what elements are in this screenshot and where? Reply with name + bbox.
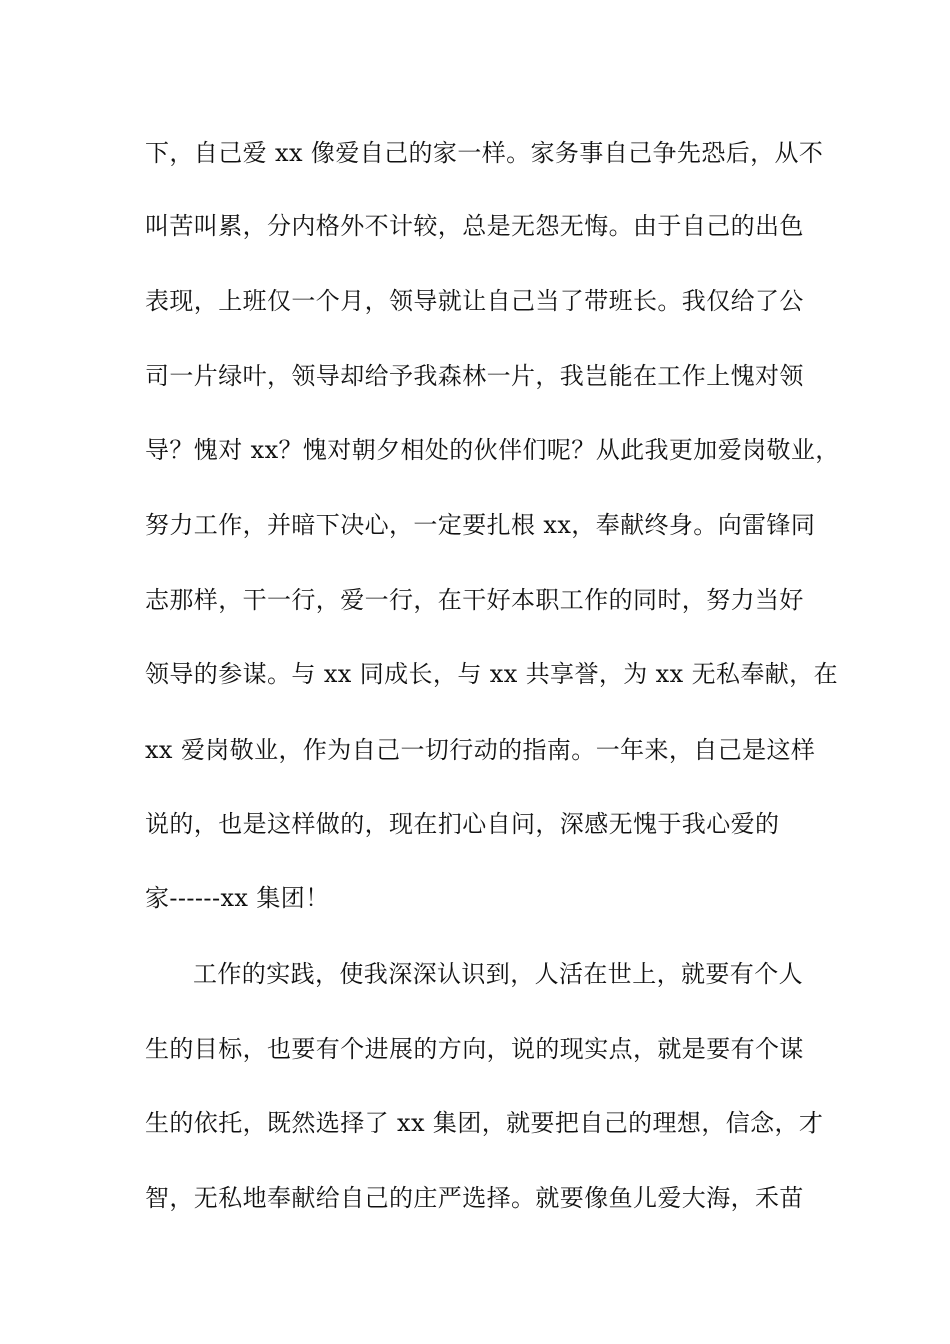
- paragraph-1-line-6: 努力工作，并暗下决心，一定要扎根 xx，奉献终身。向雷锋同: [145, 511, 816, 539]
- paragraph-1-line-11: 家------xx 集团！: [145, 884, 330, 912]
- paragraph-1-line-5: 导？愧对 xx？愧对朝夕相处的伙伴们呢？从此我更加爱岗敬业，: [145, 436, 840, 464]
- paragraph-1-line-9: xx 爱岗敬业，作为自己一切行动的指南。一年来，自己是这样: [145, 736, 816, 764]
- paragraph-1-line-1: 下，自己爱 xx 像爱自己的家一样。家务事自己争先恐后，从不: [145, 139, 824, 167]
- paragraph-1-line-7: 志那样，干一行，爱一行，在干好本职工作的同时，努力当好: [145, 586, 804, 614]
- paragraph-1-line-8: 领导的参谋。与 xx 同成长，与 xx 共享誉，为 xx 无私奉献，在: [145, 660, 838, 688]
- paragraph-1-line-3: 表现，上班仅一个月，领导就让自己当了带班长。我仅给了公: [145, 287, 804, 315]
- paragraph-2-line-4: 智，无私地奉献给自己的庄严选择。就要像鱼儿爱大海，禾苗: [145, 1184, 804, 1212]
- paragraph-2-line-1: 工作的实践，使我深深认识到，人活在世上，就要有个人: [193, 960, 803, 988]
- paragraph-1-line-4: 司一片绿叶，领导却给予我森林一片，我岂能在工作上愧对领: [145, 362, 804, 390]
- paragraph-1-line-10: 说的，也是这样做的，现在扪心自问，深感无愧于我心爱的: [145, 810, 780, 838]
- paragraph-2-line-3: 生的依托，既然选择了 xx 集团，就要把自己的理想，信念，才: [145, 1109, 824, 1137]
- paragraph-2-line-2: 生的目标，也要有个进展的方向，说的现实点，就是要有个谋: [145, 1035, 804, 1063]
- paragraph-1-line-2: 叫苦叫累，分内格外不计较，总是无怨无悔。由于自己的出色: [145, 212, 804, 240]
